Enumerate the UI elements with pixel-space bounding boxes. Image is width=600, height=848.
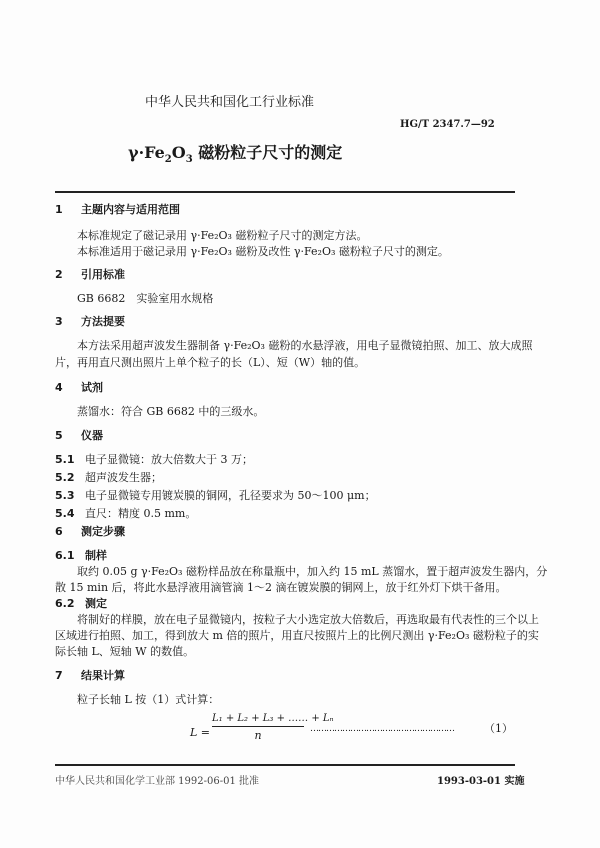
section-3-heading: 3 方法提要	[55, 315, 125, 328]
list-item: 5.1 电子显微镜：放大倍数大于 3 万；	[55, 453, 253, 466]
paragraph: 本标准规定了磁记录用 γ·Fe₂O₃ 磁粉粒子尺寸的测定方法。	[77, 229, 368, 242]
reference-standard: GB 6682 实验室用水规格	[77, 292, 214, 305]
section-5-heading: 5 仪器	[55, 429, 103, 442]
standard-code: HG/T 2347.7—92	[400, 119, 495, 130]
list-item: 5.3 电子显微镜专用镀炭膜的铜网，孔径要求为 50～100 μm；	[55, 489, 376, 502]
document-title: $\gamma\cdot Fe_2O_3$ 磁粉粒子尺寸的测定	[128, 143, 343, 166]
issuing-org: 中华人民共和国化工行业标准	[145, 95, 315, 110]
section-6-1-heading: 6.1 制样	[55, 549, 107, 562]
paragraph: 本标准适用于磁记录用 γ·Fe₂O₃ 磁粉及改性 γ·Fe₂O₃ 磁粉粒子尺寸的测定。	[77, 245, 449, 258]
list-item: 5.2 超声波发生器；	[55, 471, 162, 484]
formula-numerator: L₁ + L₂ + L₃ + …… + Lₙ	[212, 712, 304, 727]
section-1-heading: 1 主题内容与适用范围	[55, 203, 180, 216]
section-6-2-heading: 6.2 测定	[55, 597, 107, 610]
paragraph: 本方法采用超声波发生器制备 γ·Fe₂O₃ 磁粉的水悬浮液，用电子显微镜拍照、加工、放大成照	[77, 339, 533, 352]
effective-date: 1993-03-01 实施	[437, 776, 525, 787]
formula-denominator: n	[254, 729, 262, 742]
section-6-heading: 6 测定步骤	[55, 525, 125, 538]
section-4-heading: 4 试剂	[55, 381, 103, 394]
footer-rule	[55, 764, 515, 766]
formula-lhs: L =	[190, 726, 211, 739]
header-rule	[55, 191, 515, 193]
paragraph: 际长轴 L、短轴 W 的数值。	[55, 645, 195, 658]
approval-date: 中华人民共和国化学工业部 1992-06-01 批准	[55, 776, 260, 787]
paragraph: 片，再用直尺测出照片上单个粒子的长（L）、短（W）轴的值。	[55, 356, 366, 369]
paragraph: 取约 0.05 g γ·Fe₂O₃ 磁粉样品放在称量瓶中，加入约 15 mL 蒸馏水，置于超声波发生器内，分	[77, 565, 548, 578]
formula-number: （1）	[484, 722, 513, 735]
paragraph: 粒子长轴 L 按（1）式计算：	[77, 693, 220, 706]
list-item: 5.4 直尺：精度 0.5 mm。	[55, 507, 197, 520]
section-7-heading: 7 结果计算	[55, 669, 125, 682]
formula-leader-dots: ………………………………………………	[310, 724, 454, 734]
paragraph: 散 15 min 后，将此水悬浮液用滴管滴 1～2 滴在镀炭膜的铜网上，放于红外灯下烘干备用。	[55, 581, 507, 594]
paragraph: 区域进行拍照、加工，得到放大 m 倍的照片，用直尺按照片上的比例尺测出 γ·Fe₂O₃ 磁粉粒子的实	[55, 629, 539, 642]
section-2-heading: 2 引用标准	[55, 268, 125, 281]
paragraph: 蒸馏水：符合 GB 6682 中的三级水。	[77, 405, 265, 418]
paragraph: 将制好的样膜，放在电子显微镜内，按粒子大小选定放大倍数后，再选取最有代表性的三个以上	[77, 613, 539, 626]
